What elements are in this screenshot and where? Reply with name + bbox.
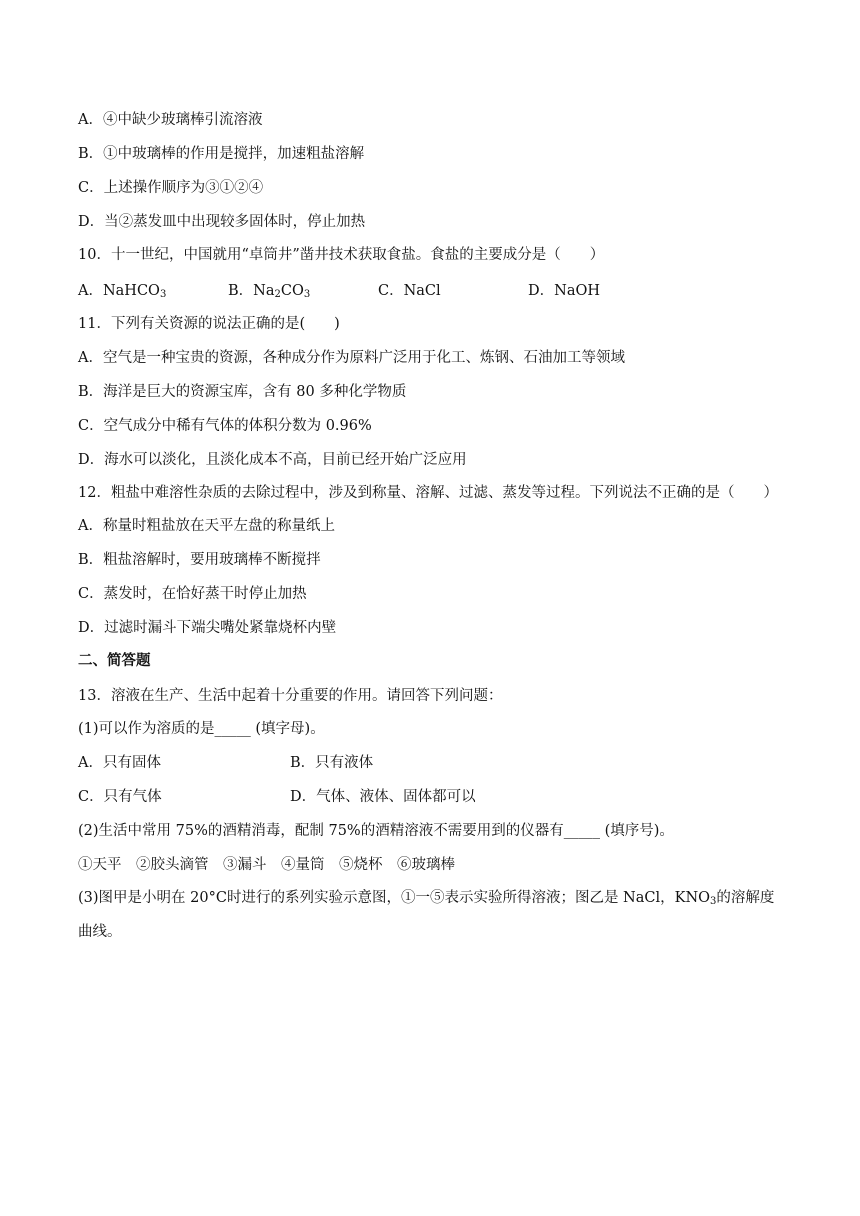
- q13-1-option-d: D．气体、液体、固体都可以: [290, 789, 476, 805]
- question-11: 11．下列有关资源的说法正确的是( ): [78, 316, 340, 332]
- q10-option-a-text: A．NaHCO: [78, 283, 160, 299]
- q13-1-option-a: A．只有固体: [78, 755, 161, 771]
- q10-option-b-sub1: 2: [274, 289, 281, 300]
- q12-option-d: D．过滤时漏斗下端尖嘴处紧靠烧杯内壁: [78, 620, 337, 636]
- q10-option-b: [228, 281, 310, 301]
- question-12: 12．粗盐中难溶性杂质的去除过程中，涉及到称量、溶解、过滤、蒸发等过程。下列说法不正确的是（ ）: [78, 485, 778, 501]
- q10-option-c: C．NaCl: [378, 283, 441, 299]
- question-13: 13．溶液在生产、生活中起着十分重要的作用。请回答下列问题：: [78, 688, 503, 704]
- q11-option-a: A．空气是一种宝贵的资源，各种成分作为原料广泛用于化工、炼钢、石油加工等领域: [78, 350, 625, 366]
- q13-part-2-items: ①天平 ②胶头滴管 ③漏斗 ④量筒 ⑤烧杯 ⑥玻璃棒: [78, 857, 455, 873]
- q13-part-3-sub: 3: [710, 896, 717, 907]
- q13-1-option-c: C．只有气体: [78, 789, 162, 805]
- q12-option-a: A．称量时粗盐放在天平左盘的称量纸上: [78, 518, 335, 534]
- option-b-line: B．①中玻璃棒的作用是搅拌，加速粗盐溶解: [78, 146, 365, 162]
- option-d-line: D．当②蒸发皿中出现较多固体时，停止加热: [78, 214, 366, 230]
- q10-option-a-sub: 3: [159, 289, 167, 300]
- q13-part-3: [78, 888, 774, 908]
- q12-option-b: B．粗盐溶解时，要用玻璃棒不断搅拌: [78, 552, 321, 568]
- option-c-line: C．上述操作顺序为③①②④: [78, 180, 264, 196]
- q10-option-b-sub2: 3: [303, 289, 311, 300]
- q10-option-b-text: B．Na: [228, 283, 275, 299]
- q13-part-3-continuation: 曲线。: [78, 924, 122, 940]
- option-a-line: A．④中缺少玻璃棒引流溶液: [78, 112, 263, 128]
- q10-option-b-mid: CO: [280, 283, 304, 299]
- q13-1-option-b: B．只有液体: [290, 755, 374, 771]
- q13-part-3-suffix: 的溶解度: [716, 890, 775, 906]
- q13-part-1: (1)可以作为溶质的是_____ (填字母)。: [78, 721, 325, 737]
- q12-option-c: C．蒸发时，在恰好蒸干时停止加热: [78, 586, 307, 602]
- q13-part-2: (2)生活中常用 75%的酒精消毒，配制 75%的酒精溶液不需要用到的仪器有_____ (填序号)。: [78, 823, 674, 839]
- section-heading: 二、简答题: [78, 652, 151, 669]
- q10-option-d: D．NaOH: [528, 283, 600, 299]
- question-10: 10．十一世纪，中国就用“卓筒井”凿井技术获取食盐。食盐的主要成分是（ ）: [78, 247, 605, 263]
- q10-option-a: [78, 281, 166, 301]
- q11-option-c: C．空气成分中稀有气体的体积分数为 0.96%: [78, 418, 372, 434]
- q11-option-d: D．海水可以淡化，且淡化成本不高，目前已经开始广泛应用: [78, 452, 467, 468]
- q11-option-b: B．海洋是巨大的资源宝库，含有 80 多种化学物质: [78, 384, 407, 400]
- q13-part-3-text: (3)图甲是小明在 20°C时进行的系列实验示意图，①一⑤表示实验所得溶液；图乙是 NaCl，KNO: [78, 890, 711, 906]
